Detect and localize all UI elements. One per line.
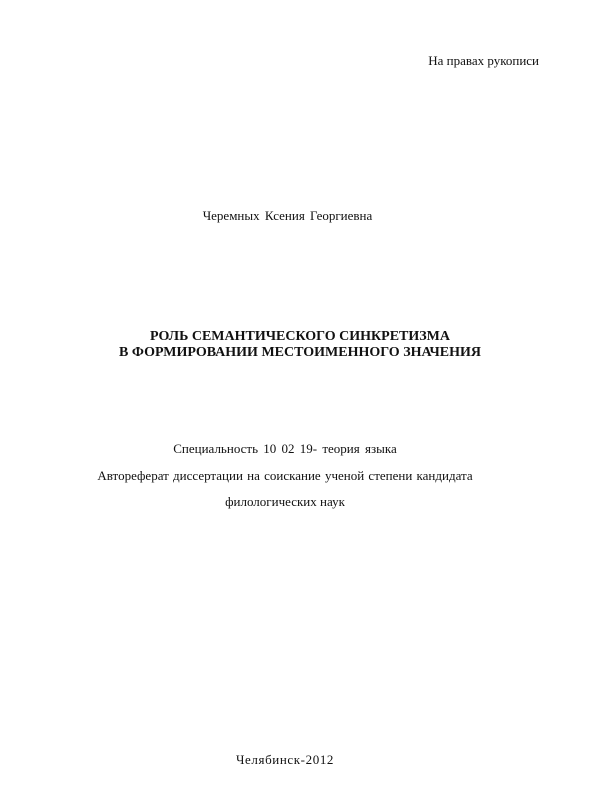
title-line-1: РОЛЬ СЕМАНТИЧЕСКОГО СИНКРЕТИЗМА [150, 329, 450, 344]
academic-field: филологических наук [225, 494, 345, 509]
city-year: Челябинск-2012 [235, 752, 335, 767]
document-title [0, 329, 595, 361]
specialty-line: Специальность 10 02 19- теория языка [173, 441, 397, 456]
manuscript-note: На правах рукописи [428, 53, 539, 68]
author-name: Черемных Ксения Георгиевна [202, 208, 373, 223]
abstract-description: Автореферат диссертации на соискание ученой степени кандидата [97, 468, 473, 483]
title-line-2: В ФОРМИРОВАНИИ МЕСТОИМЕННОГО ЗНАЧЕНИЯ [119, 345, 481, 360]
